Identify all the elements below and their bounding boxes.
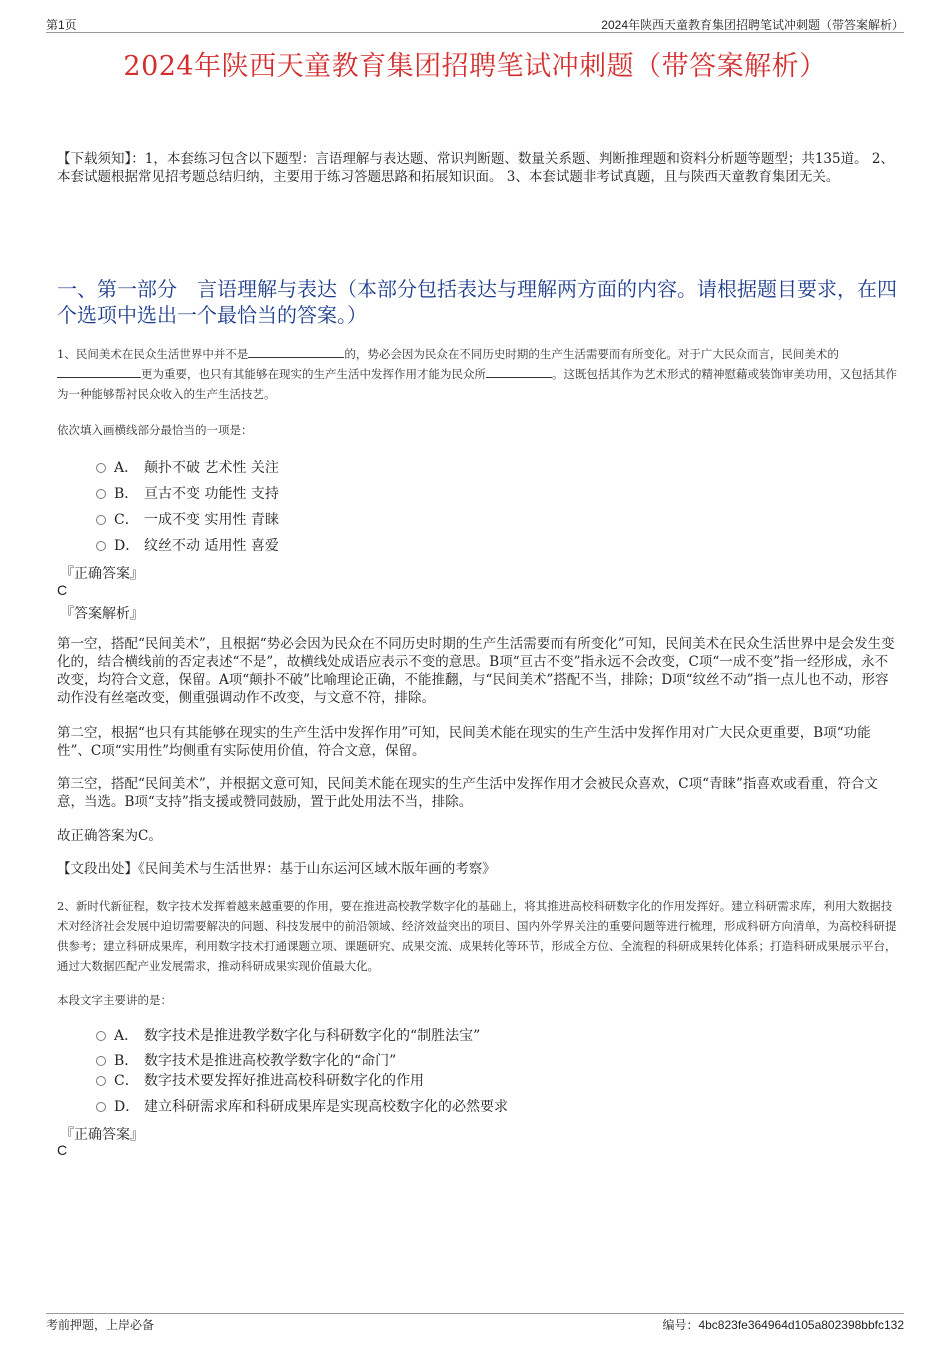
- question-2-stem: 2、新时代新征程，数字技术发挥着越来越重要的作用，要在推进高校教学数字化的基础上，将其推进高校科研数字化的作用发挥好。建立科研需求库，利用大数据技术对经济社会发展中迫切需要解决的问题、科技发展中的前沿领域、经济效益突出的项目、国内外学界关注的重要问题等进行梳理，形成科研方向清单，为高校科研提供参考；建立科研成果库，利用数字技术打通课题立项、课题研究、成果交流、成果转化等环节，形成全方位、全流程的科研成果转化体系；打造科研成果展示平台，通过大数据匹配产业发展需求，推动科研成果实现价值最大化。: [57, 899, 897, 973]
- radio-icon[interactable]: [96, 1102, 106, 1112]
- radio-icon[interactable]: [96, 463, 106, 473]
- q2-option-b[interactable]: B． 数字技术是推进高校教学数字化的“命门”: [96, 1050, 396, 1070]
- q2-answer-label: 『正确答案』: [60, 1127, 144, 1143]
- q2-option-a[interactable]: A． 数字技术是推进教学数字化与科研数字化的“制胜法宝”: [96, 1025, 480, 1045]
- question-1-prompt: 依次填入画横线部分最恰当的一项是：: [57, 423, 253, 437]
- blank-2: [57, 365, 141, 378]
- q1-analysis-conclusion: 故正确答案为C。: [57, 828, 162, 844]
- blank-1: [248, 345, 344, 358]
- blank-3: [486, 365, 552, 378]
- q1-option-b[interactable]: B． 亘古不变 功能性 支持: [96, 483, 279, 503]
- q2-option-c[interactable]: C． 数字技术要发挥好推进高校科研数字化的作用: [96, 1070, 424, 1090]
- q1-source: 【文段出处】《民间美术与生活世界：基于山东运河区域木版年画的考察》: [57, 861, 496, 877]
- page-header: [46, 14, 904, 33]
- q1-analysis-para-1: 第一空，搭配“民间美术”，且根据“势必会因为民众在不同历史时期的生产生活需要而有所变化”可知，民间美术在民众生活世界中是会发生变化的，结合横线前的否定表述“不是”，故横线处成语应表示不变的意思。B项“亘古不变”指永远不会改变，C项“一成不变”指一经形成，永不改变，均符合文意，保留。A项“颠扑不破”比喻理论正确，不能推翻，与“民间美术”搭配不当，排除；D项“纹丝不动”指一点儿也不动，形容动作没有丝毫改变，侧重强调动作不改变，与文意不符，排除。: [57, 636, 895, 706]
- radio-icon[interactable]: [96, 515, 106, 525]
- q1-analysis-para-3: 第三空，搭配“民间美术”，并根据文意可知，民间美术能在现实的生产生活中发挥作用才会被民众喜欢，C项“青睐”指喜欢或看重，符合文意，当选。B项“支持”指支援或赞同鼓励，置于此处用法不当，排除。: [57, 776, 878, 810]
- q1-option-d[interactable]: D． 纹丝不动 适用性 喜爱: [96, 535, 279, 555]
- question-1-stem: 1、民间美术在民众生活世界中并不是 的，势必会因为民众在不同历史时期的生产生活需要而有所变化。对于广大民众而言，民间美术的更为重要，也只有其能够在现实的生产生活中发挥作用才能为民众所 。这既包括其作为艺术形式的精神慰藉或装饰审美功用，又包括其作为一种能够帮衬民众收入的生产生活技艺。: [57, 347, 897, 401]
- section-heading: 一、第一部分 言语理解与表达（本部分包括表达与理解两方面的内容。请根据题目要求，在四个选项中选出一个最恰当的答案。）: [57, 277, 897, 327]
- radio-icon[interactable]: [96, 1056, 106, 1066]
- q1-answer-label: 『正确答案』: [60, 566, 144, 582]
- radio-icon[interactable]: [96, 1076, 106, 1086]
- question-2-prompt: 本段文字主要讲的是：: [57, 993, 172, 1007]
- q2-option-d[interactable]: D． 建立科研需求库和科研成果库是实现高校数字化的必然要求: [96, 1096, 508, 1116]
- page-footer: [46, 1313, 904, 1332]
- page-number: 第1页: [46, 18, 77, 32]
- q1-option-c[interactable]: C． 一成不变 实用性 青睐: [96, 509, 279, 529]
- download-notice: 【下载须知】：1，本套练习包含以下题型：言语理解与表达题、常识判断题、数量关系题、判断推理题和资料分析题等题型；共135道。 2、本套试题根据常见招考题总结归纳，主要用于练习答题思路和拓展知识面。 3、本套试题非考试真题，且与陕西天童教育集团无关。: [57, 151, 894, 185]
- q1-analysis-para-2: 第二空，根据“也只有其能够在现实的生产生活中发挥作用”可知，民间美术能在现实的生产生活中发挥作用对广大民众更重要，B项“功能性”、C项“实用性”均侧重有实际使用价值，符合文意，保留。: [57, 725, 871, 759]
- radio-icon[interactable]: [96, 489, 106, 499]
- radio-icon[interactable]: [96, 541, 106, 551]
- footer-slogan: 考前押题，上岸必备: [46, 1318, 155, 1332]
- q2-answer: C: [57, 1142, 68, 1158]
- q1-option-a[interactable]: A． 颠扑不破 艺术性 关注: [96, 457, 279, 477]
- q1-answer: C: [57, 582, 68, 598]
- q1-analysis-label: 『答案解析』: [60, 606, 144, 622]
- document-title: 2024年陕西天童教育集团招聘笔试冲刺题（带答案解析）: [123, 51, 827, 82]
- footer-serial: 编号：4bc823fe364964d105a802398bbfc132: [662, 1318, 904, 1332]
- header-doc-title: 2024年陕西天童教育集团招聘笔试冲刺题（带答案解析）: [601, 18, 904, 32]
- radio-icon[interactable]: [96, 1031, 106, 1041]
